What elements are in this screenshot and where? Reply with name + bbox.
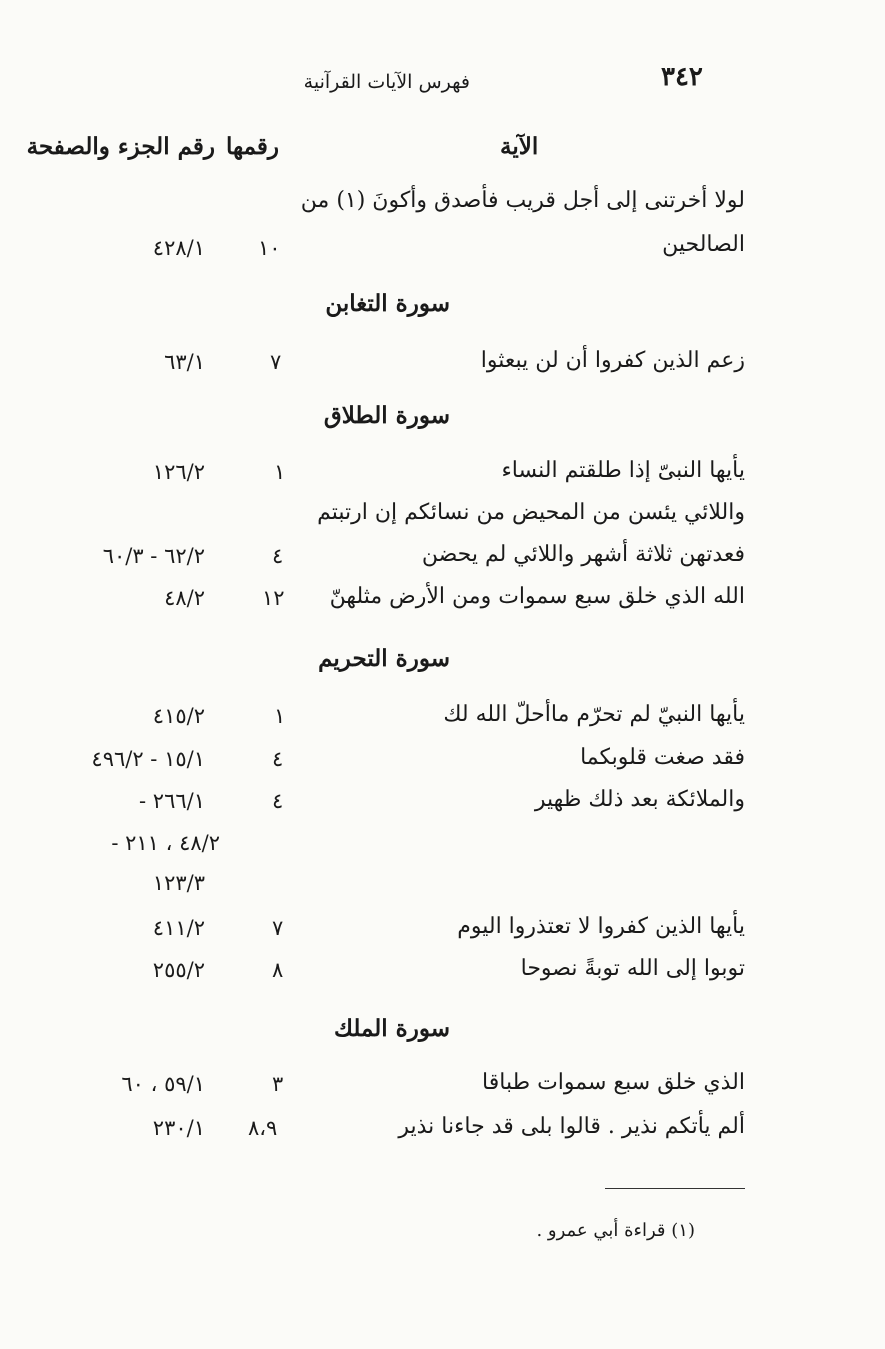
surah-heading: سورة التحريم	[318, 645, 450, 672]
column-heading-number: رقمها	[226, 133, 280, 160]
verse-number: ٤	[272, 789, 284, 813]
part-page-ref: ٦٢/٢ - ٦٠/٣	[102, 544, 205, 568]
part-page-ref: ٤٢٨/١	[152, 236, 205, 260]
running-title: فهرس الآيات القرآنية	[303, 71, 470, 93]
surah-heading: سورة الملك	[333, 1015, 450, 1042]
verse-text: والملائكة بعد ذلك ظهير	[534, 787, 745, 812]
part-page-ref: ١٥/١ - ٤٩٦/٢	[91, 747, 205, 771]
verse-number: ٤	[272, 544, 284, 568]
verse-text: الله الذي خلق سبع سموات ومن الأرض مثلهنّ	[329, 584, 745, 609]
verse-text: توبوا إلى الله توبةً نصوحا	[520, 956, 745, 981]
verse-number: ١٠	[258, 236, 281, 260]
verse-text: يأيها النبيّ لم تحرّم ماأحلّ الله لك	[443, 702, 745, 727]
verse-text: الصالحين	[662, 232, 745, 257]
verse-number: ١	[274, 460, 286, 484]
part-page-ref: ١٢٦/٢	[152, 460, 205, 484]
verse-text: الذي خلق سبع سموات طباقا	[482, 1070, 745, 1095]
part-page-ref: ٢٥٥/٢	[152, 958, 205, 982]
part-page-ref: ٦٣/١	[164, 350, 205, 374]
part-page-ref: ٢٦٦/١ -	[139, 789, 205, 813]
verse-text: ألم يأتكم نذير . قالوا بلى قد جاءنا نذير	[398, 1114, 745, 1139]
verse-text: لولا أخرتنى إلى أجل قريب فأصدق وأكونَ (١) من	[300, 188, 745, 213]
column-heading-part-page: رقم الجزء والصفحة	[26, 133, 215, 160]
part-page-ref: ٤٨/٢	[164, 586, 205, 610]
part-page-ref: ٢٣٠/١	[152, 1116, 205, 1140]
verse-text: يأيها الذين كفروا لا تعتذروا اليوم	[457, 914, 745, 939]
verse-number: ٣	[272, 1072, 284, 1096]
verse-text: يأيها النبىّ إذا طلقتم النساء	[501, 458, 745, 483]
verse-number: ١	[274, 704, 286, 728]
surah-heading: سورة الطلاق	[323, 402, 450, 429]
verse-number: ٧	[270, 350, 282, 374]
verse-number: ١٢	[262, 586, 285, 610]
surah-heading: سورة التغابن	[325, 290, 450, 317]
column-heading-verse: الآية	[500, 133, 539, 160]
verse-text: زعم الذين كفروا أن لن يبعثوا	[480, 348, 745, 373]
part-page-ref: ٥٩/١ ، ٦٠	[121, 1072, 205, 1096]
footnote-rule	[605, 1188, 745, 1189]
part-page-ref: ١٢٣/٣	[152, 871, 205, 895]
verse-number: ٨	[272, 958, 284, 982]
part-page-ref: ٤١٥/٢	[152, 704, 205, 728]
verse-text: واللائي يئسن من المحيض من نسائكم إن ارتبتم	[317, 500, 745, 525]
part-page-ref: ٤١١/٢	[152, 916, 205, 940]
part-page-ref: ٤٨/٢ ، ٢١١ -	[111, 831, 220, 855]
verse-number: ٨،٩	[248, 1116, 278, 1140]
verse-text: فقد صغت قلوبكما	[580, 745, 745, 770]
verse-number: ٤	[272, 747, 284, 771]
verse-text: فعدتهن ثلاثة أشهر واللائي لم يحضن	[421, 542, 745, 567]
page-number: ٣٤٢	[661, 62, 703, 92]
verse-number: ٧	[272, 916, 284, 940]
footnote: (١) قراءة أبي عمرو .	[536, 1220, 695, 1241]
